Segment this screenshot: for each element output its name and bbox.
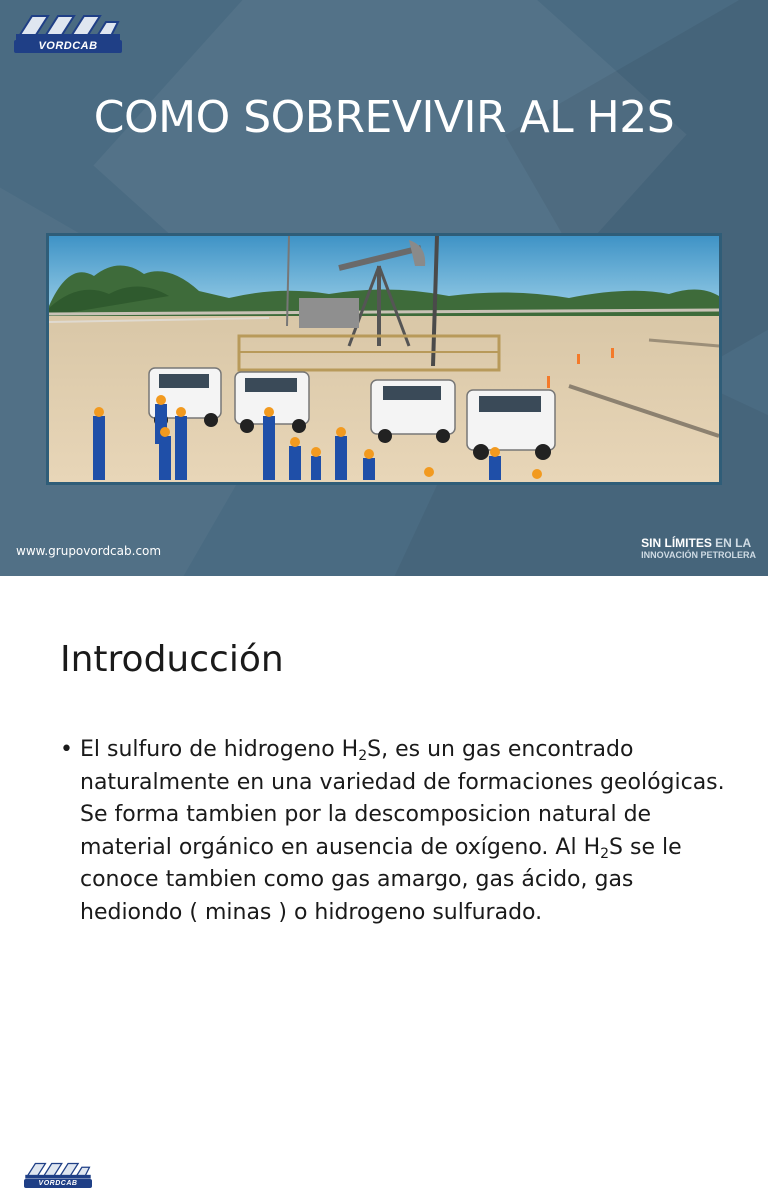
logo-wordmark: VORDCAB [14,40,122,53]
intro-slide [0,576,768,1187]
logo-wordmark: VORDCAB [24,1179,92,1188]
tagline-line2: INNOVACIÓN PETROLERA [641,550,756,560]
tagline-line1 [641,536,756,550]
oilfield-photo [46,233,722,485]
title-slide [0,0,768,576]
oilfield-photo-icon [49,236,719,482]
tagline-strong: SIN LÍMITES [641,536,712,550]
slide-title: Introducción [60,639,284,680]
slide-title: COMO SOBREVIVIR AL H2S [93,92,675,143]
bullet-text: S se le conoce tambien como gas amargo, gas ácido, gas hediondo ( minas ) o hidrogeno sulfurado. [80,834,682,925]
vordcab-logo-icon [14,12,122,42]
vordcab-logo-icon [24,1161,92,1180]
vordcab-logo [14,12,122,53]
bullet-marker: • [60,737,73,762]
bullet-text: S, es un gas encontrado naturalmente en una variedad de formaciones geológicas. Se forma tambien por la descomposicion natural de material orgánico en ausencia de oxígeno. Al H [80,737,725,860]
website-url[interactable]: www.grupovordcab.com [16,544,162,558]
subscript: 2 [600,845,610,862]
tagline-light: EN LA [711,536,752,550]
bullet-list [60,734,740,929]
list-item [60,734,740,929]
subscript: 2 [358,748,368,764]
tagline [641,536,756,561]
vordcab-logo [24,1161,92,1188]
bullet-text: El sulfuro de hidrogeno H [80,737,359,762]
